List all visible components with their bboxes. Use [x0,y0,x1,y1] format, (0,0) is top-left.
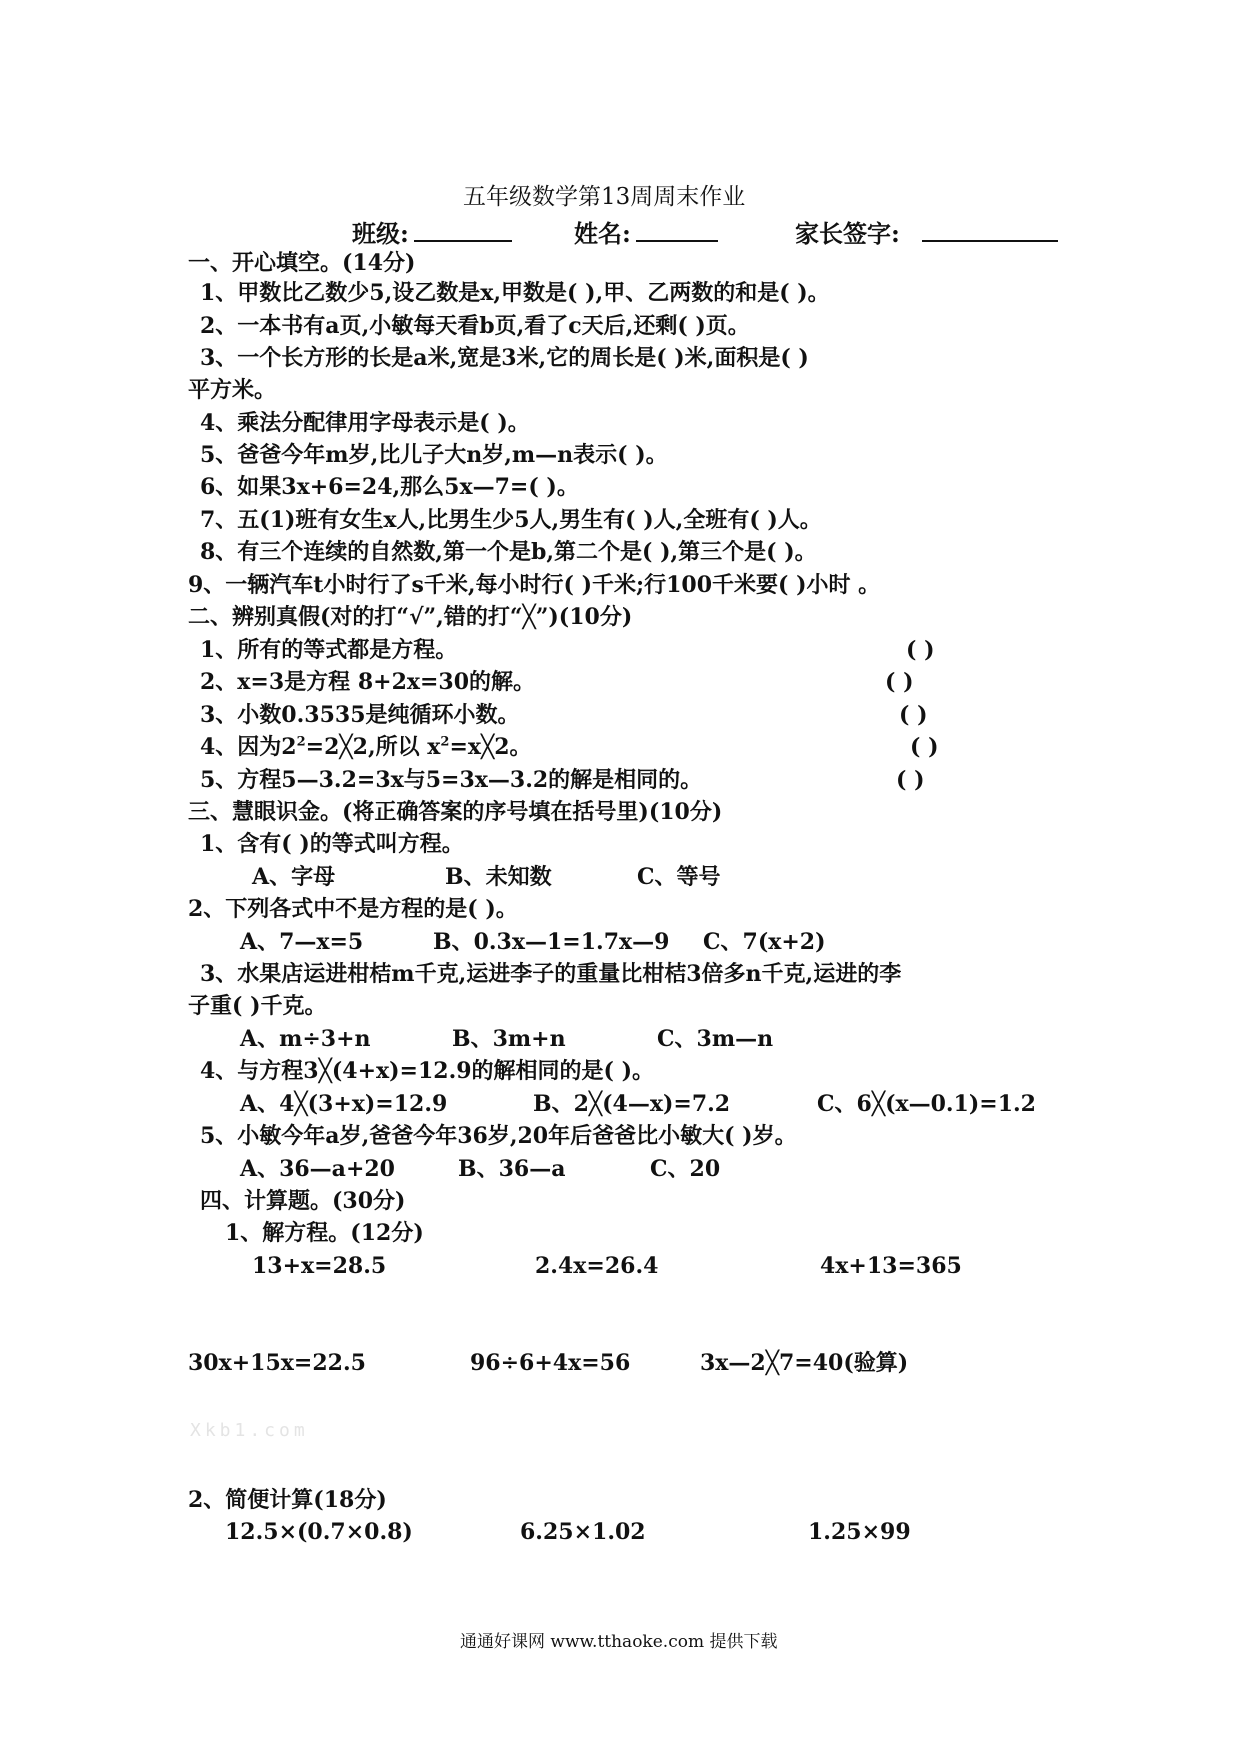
s3-q1: 1、含有( )的等式叫方程。 [200,831,464,857]
s3-q3-option-a: A、m÷3+n [240,1026,371,1052]
s4-calc-1: 12.5×(0.7×0.8) [225,1519,413,1545]
s2-q4-post: =x╳2。 [449,734,532,760]
s3-q4: 4、与方程3╳(4+x)=12.9的解相同的是( )。 [200,1058,655,1084]
s2-q4-sup2: 2 [440,734,450,750]
s3-q5: 5、小敏今年a岁,爸爸今年36岁,20年后爸爸比小敏大( )岁。 [200,1123,797,1149]
name-blank[interactable] [636,240,718,242]
s3-q2-option-c: C、7(x+2) [703,929,826,955]
s3-q4-option-b: B、2╳(4—x)=7.2 [533,1091,731,1117]
s1-q6: 6、如果3x+6=24,那么5x—7=( )。 [200,474,579,500]
s4-equation-5: 96÷6+4x=56 [470,1350,631,1376]
s3-q3a: 3、水果店运进柑桔m千克,运进李子的重量比柑桔3倍多n千克,运进的李 [200,961,902,987]
page-title: 五年级数学第13周周末作业 [463,184,746,210]
name-label: 姓名: [574,219,631,248]
s4-equation-6: 3x—2╳7=40(验算) [700,1350,909,1376]
s3-q3b: 子重( )千克。 [188,993,327,1019]
s4-equation-2: 2.4x=26.4 [535,1253,659,1279]
s2-q4-sup1: 2 [296,734,306,750]
s2-q2: 2、x=3是方程 8+2x=30的解。 [200,669,536,695]
s1-q3a: 3、一个长方形的长是a米,宽是3米,它的周长是( )米,面积是( ) [200,345,809,371]
s4-sub1-heading: 1、解方程。(12分) [225,1220,424,1246]
s3-q2-option-b: B、0.3x—1=1.7x—9 [433,929,670,955]
s3-q2-option-a: A、7—x=5 [240,929,364,955]
s1-q5: 5、爸爸今年m岁,比儿子大n岁,m—n表示( )。 [200,442,668,468]
s3-q4-option-a: A、4╳(3+x)=12.9 [240,1091,448,1117]
s1-q3b: 平方米。 [188,377,277,403]
page-footer: 通通好课网 www.tthaoke.com 提供下载 [460,1632,778,1652]
s3-q2: 2、下列各式中不是方程的是( )。 [188,896,518,922]
section2-heading: 二、辨别真假(对的打“√”,错的打“╳”)(10分) [188,604,633,630]
s1-q9: 9、一辆汽车t小时行了s千米,每小时行( )千米;行100千米要( )小时 。 [188,572,881,598]
class-label: 班级: [352,219,409,248]
s2-q3-paren[interactable]: ( ) [899,702,928,728]
s2-q4 [200,733,532,761]
s3-q5-option-a: A、36—a+20 [240,1156,395,1182]
s4-equation-3: 4x+13=365 [820,1253,962,1279]
s1-q1: 1、甲数比乙数少5,设乙数是x,甲数是( ),甲、乙两数的和是( )。 [200,280,830,306]
s2-q2-paren[interactable]: ( ) [885,669,914,695]
s3-q1-option-a: A、字母 [252,864,336,890]
class-blank[interactable] [414,240,512,242]
s2-q1-paren[interactable]: ( ) [906,637,935,663]
s2-q5: 5、方程5—3.2=3x与5=3x—3.2的解是相同的。 [200,767,703,793]
watermark-text: Xkb1.com [190,1420,309,1441]
s1-q2: 2、一本书有a页,小敏每天看b页,看了c天后,还剩( )页。 [200,313,750,339]
s4-equation-4: 30x+15x=22.5 [188,1350,366,1376]
parent-signature-blank[interactable] [922,240,1058,242]
section4-heading: 四、计算题。(30分) [200,1188,406,1214]
s3-q3-option-b: B、3m+n [452,1026,566,1052]
s3-q1-option-b: B、未知数 [445,864,552,890]
parent-signature-label: 家长签字: [795,219,900,248]
s2-q5-paren[interactable]: ( ) [896,767,925,793]
s3-q5-option-c: C、20 [650,1156,721,1182]
s1-q8: 8、有三个连续的自然数,第一个是b,第二个是( ),第三个是( )。 [200,539,817,565]
s2-q1: 1、所有的等式都是方程。 [200,637,458,663]
s3-q4-option-c: C、6╳(x—0.1)=1.2 [817,1091,1036,1117]
s4-calc-2: 6.25×1.02 [520,1519,646,1545]
s2-q4-pre: 4、因为2 [200,734,297,760]
s3-q1-option-c: C、等号 [637,864,721,890]
s4-calc-3: 1.25×99 [808,1519,911,1545]
s4-sub2-heading: 2、简便计算(18分) [188,1487,387,1513]
s3-q3-option-c: C、3m—n [657,1026,774,1052]
section3-heading: 三、慧眼识金。(将正确答案的序号填在括号里)(10分) [188,799,723,825]
s2-q4-paren[interactable]: ( ) [910,734,939,760]
s2-q4-mid: =2╳2,所以 x [305,734,441,760]
s1-q4: 4、乘法分配律用字母表示是( )。 [200,410,530,436]
s4-equation-1: 13+x=28.5 [252,1253,387,1279]
section1-heading: 一、开心填空。(14分) [188,250,416,276]
s1-q7: 7、五(1)班有女生x人,比男生少5人,男生有( )人,全班有( )人。 [200,507,822,533]
s3-q5-option-b: B、36—a [458,1156,566,1182]
s2-q3: 3、小数0.3535是纯循环小数。 [200,702,520,728]
